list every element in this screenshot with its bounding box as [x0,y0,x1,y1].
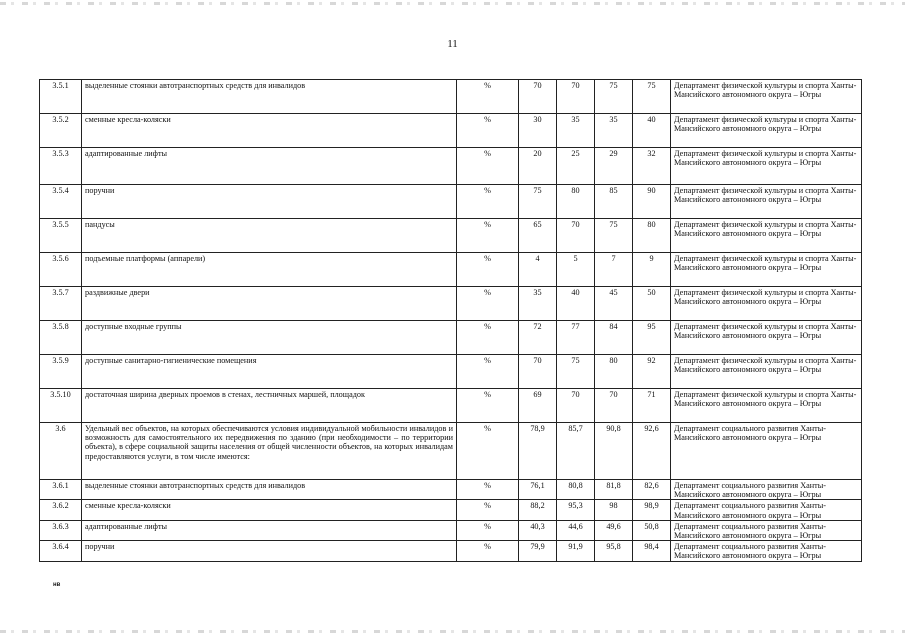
value-cell: 35 [519,287,557,321]
footer-mark: нв [53,582,61,588]
value-cell: 9 [633,253,671,287]
row-number: 3.5.1 [40,80,82,114]
value-cell: 79,9 [519,541,557,561]
unit-cell: % [457,355,519,389]
responsible-cell: Департамент физической культуры и спорта Ханты-Мансийского автономного округа – Югры [671,389,862,423]
scan-artifact-top [0,2,905,5]
row-number: 3.5.4 [40,185,82,219]
responsible-cell: Департамент социального развития Ханты-Мансийского автономного округа – Югры [671,541,862,561]
value-cell: 75 [519,185,557,219]
value-cell: 35 [595,114,633,148]
value-cell: 92,6 [633,423,671,480]
table-row [40,389,862,423]
row-number: 3.6.1 [40,480,82,500]
row-number: 3.5.5 [40,219,82,253]
value-cell: 98,4 [633,541,671,561]
unit-cell: % [457,219,519,253]
unit-cell: % [457,541,519,561]
value-cell: 78,9 [519,423,557,480]
value-cell: 69 [519,389,557,423]
table-row [40,287,862,321]
value-cell: 70 [519,355,557,389]
value-cell: 85 [595,185,633,219]
value-cell: 45 [595,287,633,321]
value-cell: 25 [557,148,595,185]
table-row [40,541,862,561]
value-cell: 77 [557,321,595,355]
value-cell: 80 [633,219,671,253]
indicator-name: адаптированные лифты [82,520,457,540]
value-cell: 85,7 [557,423,595,480]
responsible-cell: Департамент социального развития Ханты-Мансийского автономного округа – Югры [671,500,862,520]
value-cell: 35 [557,114,595,148]
unit-cell: % [457,185,519,219]
value-cell: 95 [633,321,671,355]
value-cell: 95,8 [595,541,633,561]
unit-cell: % [457,114,519,148]
row-number: 3.5.9 [40,355,82,389]
table-row [40,321,862,355]
value-cell: 5 [557,253,595,287]
value-cell: 32 [633,148,671,185]
indicator-name: выделенные стоянки автотранспортных средств для инвалидов [82,80,457,114]
value-cell: 29 [595,148,633,185]
table-row [40,423,862,480]
row-number: 3.6.3 [40,520,82,540]
row-number: 3.6.2 [40,500,82,520]
scan-artifact-bottom [0,630,905,633]
value-cell: 71 [633,389,671,423]
row-number: 3.6.4 [40,541,82,561]
unit-cell: % [457,148,519,185]
value-cell: 75 [595,219,633,253]
table-row [40,148,862,185]
value-cell: 90 [633,185,671,219]
table-row [40,355,862,389]
value-cell: 49,6 [595,520,633,540]
table-row [40,253,862,287]
value-cell: 88,2 [519,500,557,520]
value-cell: 76,1 [519,480,557,500]
row-number: 3.6 [40,423,82,480]
unit-cell: % [457,500,519,520]
value-cell: 95,3 [557,500,595,520]
value-cell: 98,9 [633,500,671,520]
value-cell: 82,6 [633,480,671,500]
value-cell: 70 [557,389,595,423]
indicator-name: пандусы [82,219,457,253]
value-cell: 81,8 [595,480,633,500]
value-cell: 75 [633,80,671,114]
responsible-cell: Департамент физической культуры и спорта Ханты-Мансийского автономного округа – Югры [671,114,862,148]
indicator-name: доступные санитарно-гигиенические помещения [82,355,457,389]
value-cell: 70 [595,389,633,423]
indicator-name: достаточная ширина дверных проемов в стенах, лестничных маршей, площадок [82,389,457,423]
value-cell: 84 [595,321,633,355]
value-cell: 40,3 [519,520,557,540]
value-cell: 72 [519,321,557,355]
value-cell: 70 [519,80,557,114]
indicator-name: адаптированные лифты [82,148,457,185]
value-cell: 40 [557,287,595,321]
row-number: 3.5.3 [40,148,82,185]
responsible-cell: Департамент физической культуры и спорта Ханты-Мансийского автономного округа – Югры [671,355,862,389]
value-cell: 40 [633,114,671,148]
value-cell: 50,8 [633,520,671,540]
table-row [40,520,862,540]
value-cell: 65 [519,219,557,253]
value-cell: 70 [557,80,595,114]
indicator-name: выделенные стоянки автотранспортных средств для инвалидов [82,480,457,500]
indicator-name: подъемные платформы (аппарели) [82,253,457,287]
indicator-name: Удельный вес объектов, на которых обеспечиваются условия индивидуальной мобильности инвалидов и возможность для самостоятельного их передвижения по зданию (при необходимости – по территории объекта), в сфере социальной защиты населения от общей численности объектов, на которых инвалидам предоставляются услуги, в том числе имеются: [82,423,457,480]
value-cell: 20 [519,148,557,185]
responsible-cell: Департамент физической культуры и спорта Ханты-Мансийского автономного округа – Югры [671,185,862,219]
indicator-name: раздвижные двери [82,287,457,321]
value-cell: 50 [633,287,671,321]
indicator-table [39,79,862,562]
table-row [40,219,862,253]
unit-cell: % [457,480,519,500]
value-cell: 75 [557,355,595,389]
responsible-cell: Департамент социального развития Ханты-Мансийского автономного округа – Югры [671,480,862,500]
page-number: 11 [447,38,458,50]
value-cell: 70 [557,219,595,253]
value-cell: 4 [519,253,557,287]
unit-cell: % [457,321,519,355]
value-cell: 80 [595,355,633,389]
value-cell: 75 [595,80,633,114]
responsible-cell: Департамент физической культуры и спорта Ханты-Мансийского автономного округа – Югры [671,219,862,253]
value-cell: 30 [519,114,557,148]
row-number: 3.5.7 [40,287,82,321]
table-row [40,80,862,114]
indicator-name: сменные кресла-коляски [82,500,457,520]
value-cell: 80 [557,185,595,219]
unit-cell: % [457,423,519,480]
value-cell: 98 [595,500,633,520]
row-number: 3.5.6 [40,253,82,287]
row-number: 3.5.10 [40,389,82,423]
table-row [40,480,862,500]
responsible-cell: Департамент социального развития Ханты-Мансийского автономного округа – Югры [671,423,862,480]
indicator-name: доступные входные группы [82,321,457,355]
unit-cell: % [457,287,519,321]
responsible-cell: Департамент социального развития Ханты-Мансийского автономного округа – Югры [671,520,862,540]
responsible-cell: Департамент физической культуры и спорта Ханты-Мансийского автономного округа – Югры [671,148,862,185]
unit-cell: % [457,80,519,114]
value-cell: 80,8 [557,480,595,500]
indicator-name: поручни [82,541,457,561]
unit-cell: % [457,253,519,287]
indicator-name: поручни [82,185,457,219]
value-cell: 7 [595,253,633,287]
value-cell: 91,9 [557,541,595,561]
table-row [40,500,862,520]
responsible-cell: Департамент физической культуры и спорта Ханты-Мансийского автономного округа – Югры [671,321,862,355]
responsible-cell: Департамент физической культуры и спорта Ханты-Мансийского автономного округа – Югры [671,253,862,287]
indicator-name: сменные кресла-коляски [82,114,457,148]
responsible-cell: Департамент физической культуры и спорта Ханты-Мансийского автономного округа – Югры [671,80,862,114]
row-number: 3.5.2 [40,114,82,148]
value-cell: 92 [633,355,671,389]
responsible-cell: Департамент физической культуры и спорта Ханты-Мансийского автономного округа – Югры [671,287,862,321]
unit-cell: % [457,520,519,540]
table-row [40,185,862,219]
value-cell: 90,8 [595,423,633,480]
table-row [40,114,862,148]
unit-cell: % [457,389,519,423]
value-cell: 44,6 [557,520,595,540]
row-number: 3.5.8 [40,321,82,355]
